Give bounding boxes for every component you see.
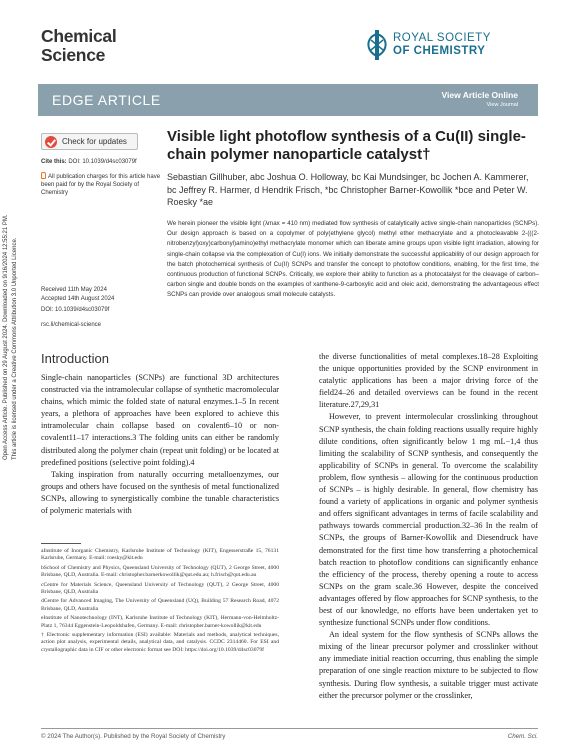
sidebar-doi: DOI: 10.1039/d4sc03079f xyxy=(41,307,110,313)
journal-name xyxy=(41,27,116,65)
footnote-c: cCentre for Materials Science, Queensland University of Technology (QUT), 2 George Street, 4000 Brisbane, QLD, Australia xyxy=(41,581,279,596)
check-for-updates-label: Check for updates xyxy=(62,137,127,146)
cite-label: Cite this: xyxy=(41,159,67,165)
footnote-b: bSchool of Chemistry and Physics, Queensland University of Technology (QUT), 2 George Street, 4000 Brisbane, QLD, Australia. E-mail: christopher.barnerkowollik@qut.edu.au; h.frisch@qut.edu.au xyxy=(41,564,279,579)
journal-name-line1: Chemical xyxy=(41,26,117,46)
intro-paragraph-2: Taking inspiration from naturally occurring metalloenzymes, our groups and others have focused on the synthesis of metal functionalized SCNPs, allowing to synergistically combine the tunable characteristics of polymeric materials with xyxy=(41,469,279,516)
right-column xyxy=(319,351,538,702)
copyright-footer: © 2024 The Author(s). Published by the Royal Society of Chemistry xyxy=(41,733,226,740)
affiliation-footnotes xyxy=(41,548,279,656)
accepted-date: Accepted 14th August 2024 xyxy=(41,295,115,302)
right-paragraph-3: An ideal system for the flow synthesis of SCNPs allows the mixing of the linear precursor polymer and crosslinker without any immediate initial reaction occurring, thus enabling the simple preparation of one single reaction mixture to be subjected to flow synthesis. During flow synthesis, a suitable trigger must activate either the precursor polymer or the crosslinker, xyxy=(319,630,538,700)
cite-doi: DOI: 10.1039/d4sc03079f xyxy=(68,159,137,165)
abstract: We herein pioneer the visible light (λmax = 410 nm) mediated flow synthesis of catalytically active single-chain nanoparticles (SCNPs). Our design approach is based on a copolymer of poly(ethylene glycol) methyl ether methacrylate and a photocleavable 2-(((2-nitrobenzyl)oxy)carbonyl)amino)ethyl methacrylate monomer which can liberate amine groups upon visible light irradiation, allowing for single-chain collapse via the complexation of Cu(I) ions. We initially demonstrate the successful applicability of our design approach for the batch photochemical synthesis of Cu(II) SCNPs and transfer the concept to photoflow conditions, enabling, for the first time, the continuous production of functional SCNPs. Critically, we explore their ability to function as a photocatalyst for the cleavage of carbon–carbon single and double bonds on the examples of xanthene-9-carboxylic acid and oleic acid, demonstrating the advantageous effect SCNPs can provide over analogous small molecule catalysts. xyxy=(167,220,539,299)
introduction-heading: Introduction xyxy=(41,351,109,366)
footnote-a: aInstitute of Inorganic Chemistry, Karlsruhe Institute of Technology (KIT), Engesserstraße 15, 76131 Karlsruhe, Germany. E-mail: roesky@kit.edu xyxy=(41,548,279,562)
check-icon xyxy=(45,136,57,148)
right-paragraph-2: However, to prevent intermolecular crosslinking throughout SCNP synthesis, the chain folding reactions usually require highly dilute conditions, often significantly below 1 mg mL−1,4 thus limiting the scalability of SCNP synthesis, and consequently the applicability of SCNPs in general. To overcome the scalability problem, flow synthesis – allowing for the continuous production of SCNPs – is highly desirable. In general, flow chemistry has found a variety of applications in organic and polymer synthesis and offers significant advantages in terms of facile scalability and pathways towards commercial production.32–36 In the realm of SCNPs, the groups of Barner-Kowollik and Diesendruck have demonstrated for the first time how transferring a photochemical batch reaction to photoflow conditions can significantly enhance the efficiency of the process, thereby opening a route to access SCNPs on the gram scale.36 However, despite the conceived advantages offered by flow approaches for SCNP synthesis, to the best of our knowledge, no efforts have been undertaken yet to synthesize functional SCNPs under flow conditions. xyxy=(319,412,538,628)
right-paragraph-1: the diverse functionalities of metal complexes.18–28 Exploiting the unique opportunities provided by the SCNP environment in catalytic applications has been a major driving force of the field24–26 and detailed overviews can be found in the recent literature.27,29,31 xyxy=(319,352,538,410)
author-list: Sebastian Gillhuber, abc Joshua O. Holloway, bc Kai Mundsinger, bc Jochen A. Kammerer, bc Jeffrey R. Harmer, d Hendrik Frisch, *bc Christopher Barner-Kowollik *bce and Peter W. Roesky *ae xyxy=(167,172,529,207)
check-for-updates-button[interactable] xyxy=(41,133,138,150)
article-type-banner xyxy=(38,84,538,116)
publisher-line2: OF CHEMISTRY xyxy=(393,45,486,57)
footnote-divider xyxy=(41,543,81,544)
received-dates xyxy=(41,286,114,303)
journal-name-line2: Science xyxy=(41,45,106,65)
license-notice[interactable]: This article is licensed under a Creative Commons Attribution 3.0 Unported Licence. xyxy=(12,237,18,460)
open-access-notice: Open Access Article. Published on 29 August 2024. Downloaded on 9/16/2024 12:55:21 PM. xyxy=(3,214,9,460)
rsc-journal-link[interactable]: rsc.li/chemical-science xyxy=(41,322,102,328)
received-date: Received 11th May 2024 xyxy=(41,287,107,293)
journal-footer: Chem. Sci. xyxy=(507,733,538,740)
article-title: Visible light photoflow synthesis of a Cu(II) single-chain polymer nanoparticle catalyst† xyxy=(167,128,526,163)
publisher-name xyxy=(393,32,491,58)
publisher-logo xyxy=(365,28,537,64)
left-column xyxy=(41,372,279,517)
footnote-esi: † Electronic supplementary information (ESI) available: Materials and methods, analytical techniques, action plot analysis, experimental details, analytical data, and catalysis. CCDC 2314460. For ESI and crystallographic data in CIF or other electronic format see DOI: https://doi.org/10.1039/d4sc03079f xyxy=(41,632,279,653)
citation xyxy=(41,159,137,165)
publisher-line1: ROYAL SOCIETY xyxy=(393,32,491,44)
license-vertical-text xyxy=(2,150,24,460)
footnote-d: dCentre for Advanced Imaging, The University of Queensland (UQ), Building 57 Research Road, 4072 Brisbane, QLD, Australia xyxy=(41,598,279,612)
open-lock-icon xyxy=(41,172,46,179)
oa-charge-text: All publication charges for this article have been paid for by the Royal Society of Chemistry xyxy=(41,174,161,196)
footer-divider xyxy=(41,728,538,729)
oa-charge-note xyxy=(41,172,161,197)
footnote-e: eInstitute of Nanotechnology (INT), Karlsruhe Institute of Technology (KIT), Hermann-von-Helmholtz-Platz 1, 76344 Eggenstein-Leopoldshafen, Germany. E-mail: christopher.barner-kowollik@kit.edu xyxy=(41,615,279,629)
view-article-online-link[interactable]: View Article Online xyxy=(441,90,518,100)
intro-paragraph-1: Single-chain nanoparticles (SCNPs) are functional 3D architectures constructed via the intramolecular collapse of synthetic macromolecular chains, which mimic the folded state of natural enzymes.1–5 In recent years, a plethora of approaches have been explored to achieve this intramolecular chain collapse based on covalent6–10 or non-covalent11–17 interactions.3 The folding units can either be randomly distributed along the polymer chain (repeat unit folding) or be located at predefined positions (selective point folding).4 xyxy=(41,373,279,467)
article-type: EDGE ARTICLE xyxy=(52,92,161,108)
view-journal-link[interactable]: View Journal xyxy=(486,102,518,108)
rsc-crest-icon xyxy=(365,30,389,60)
